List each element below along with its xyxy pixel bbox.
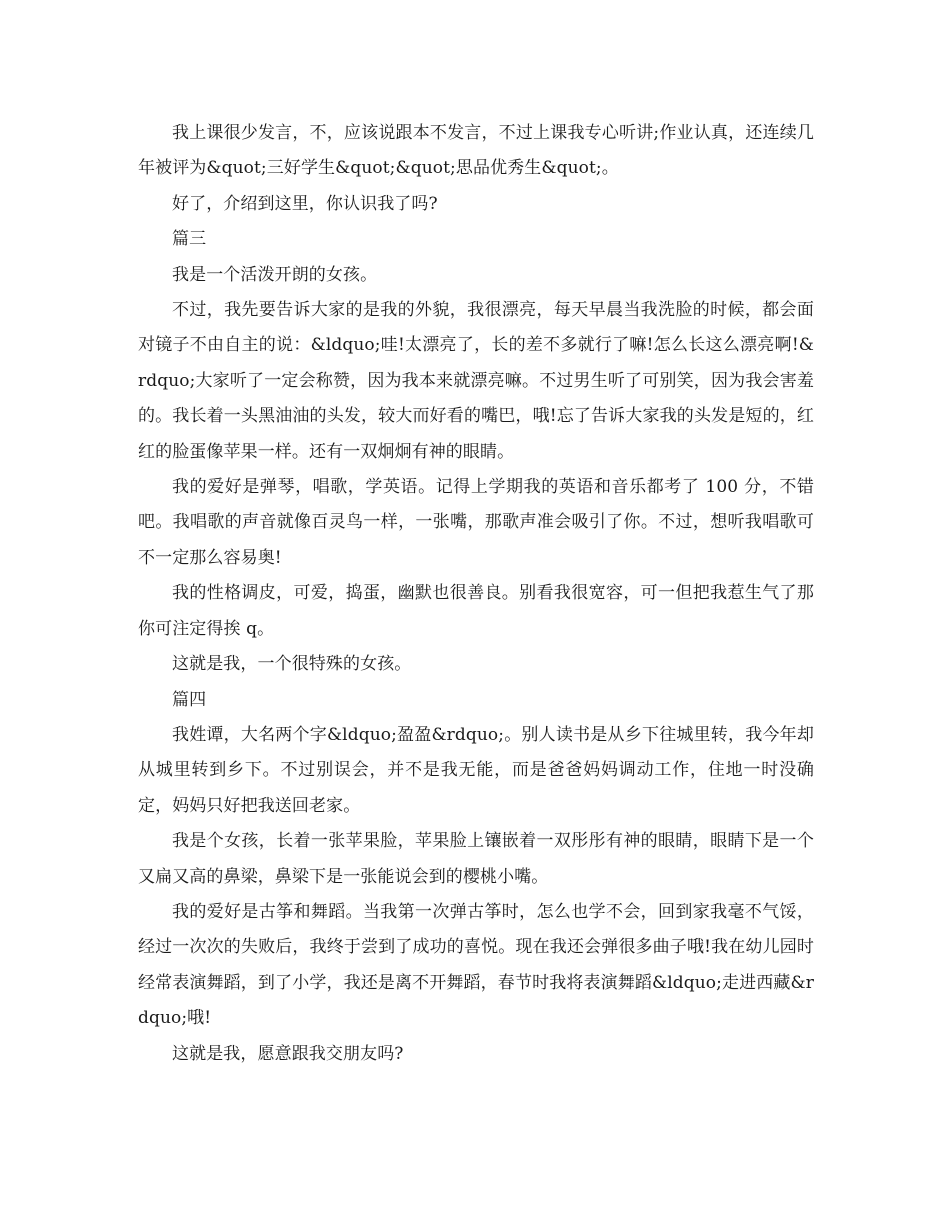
paragraph-appearance: 不过，我先要告诉大家的是我的外貌，我很漂亮，每天早晨当我洗脸的时候，都会面对镜子不由自主的说：&ldquo;哇!太漂亮了，长的差不多就行了嘛!怎么长这么漂亮啊!&rdquo;大家听了一定会称赞，因为我本来就漂亮嘛。不过男生听了可别笑，因为我会害羞的。我长着一头黑油油的头发，较大而好看的嘴巴，哦!忘了告诉大家我的头发是短的，红红的脸蛋像苹果一样。还有一双炯炯有神的眼睛。 <box>138 300 814 462</box>
paragraph-hobbies: 我的爱好是弹琴，唱歌，学英语。记得上学期我的英语和音乐都考了 100 分，不错吧。我唱歌的声音就像百灵鸟一样，一张嘴，那歌声准会吸引了你。不过，想听我唱歌可不一定那么容易奥! <box>138 477 814 568</box>
paragraph-name-and-move: 我姓谭，大名两个字&ldquo;盈盈&rdquo;。别人读书是从乡下往城里转，我今年却从城里转到乡下。不过别误会，并不是我无能，而是爸爸妈妈调动工作，住地一时没确定，妈妈只好把我送回老家。 <box>138 724 814 816</box>
paragraph-guzheng-and-dance: 我的爱好是古筝和舞蹈。当我第一次弹古筝时，怎么也学不会，回到家我毫不气馁，经过一次次的失败后，我终于尝到了成功的喜悦。现在我还会弹很多曲子哦!我在幼儿园时经常表演舞蹈，到了小学，我还是离不开舞蹈，春节时我将表演舞蹈&ldquo;走进西藏&rdquo;哦! <box>138 901 814 1029</box>
section-heading-part-four: 篇四 <box>172 689 207 710</box>
paragraph-personality: 我的性格调皮，可爱，捣蛋，幽默也很善良。别看我很宽容，可一但把我惹生气了那你可注定得挨 q。 <box>138 583 814 639</box>
paragraph-make-friends: 这就是我，愿意跟我交朋友吗? <box>172 1043 404 1064</box>
paragraph-intro-closing: 好了，介绍到这里，你认识我了吗? <box>172 193 438 214</box>
paragraph-special-girl: 这就是我，一个很特殊的女孩。 <box>172 654 412 675</box>
paragraph-appearance-apple-face: 我是个女孩，长着一张苹果脸，苹果脸上镶嵌着一双彤彤有神的眼睛，眼睛下是一个又扁又高的鼻梁，鼻梁下是一张能说会到的樱桃小嘴。 <box>138 831 814 887</box>
paragraph-study-habits: 我上课很少发言，不，应该说跟本不发言，不过上课我专心听讲;作业认真，还连续几年被评为&quot;三好学生&quot;&quot;思品优秀生&quot;。 <box>138 123 814 179</box>
section-heading-part-three: 篇三 <box>172 229 207 250</box>
paragraph-lively-girl: 我是一个活泼开朗的女孩。 <box>172 264 378 285</box>
document-page <box>138 116 814 1072</box>
